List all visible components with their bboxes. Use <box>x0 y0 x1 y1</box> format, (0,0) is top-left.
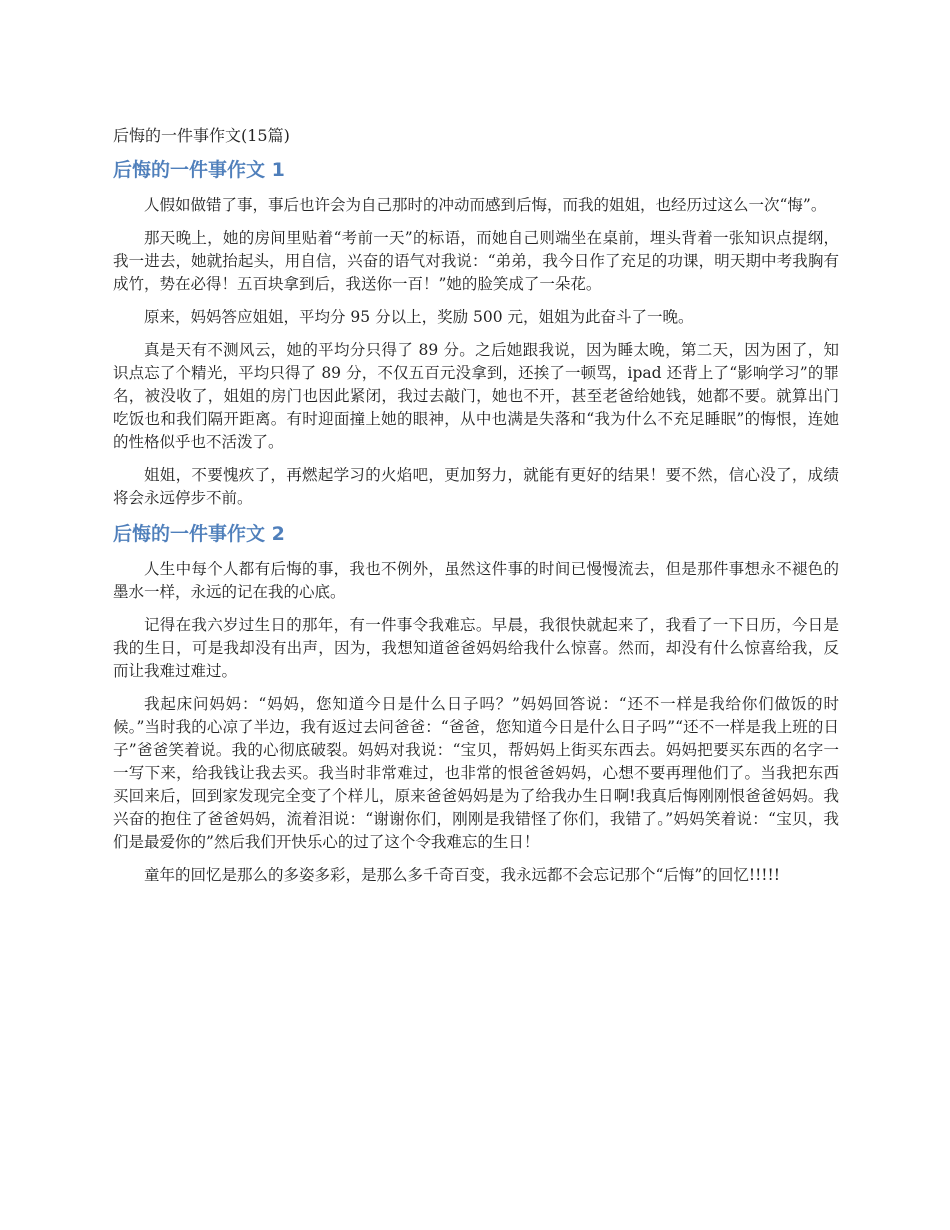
paragraph: 那天晚上，她的房间里贴着“考前一天”的标语，而她自己则端坐在桌前，埋头背着一张知识点提纲，我一进去，她就抬起头，用自信，兴奋的语气对我说：“弟弟，我今日作了充足的功课，明天期中考我胸有成竹，势在必得！五百块拿到后，我送你一百！”她的脸笑成了一朵花。 <box>113 229 839 293</box>
paragraph: 人假如做错了事，事后也许会为自己那时的冲动而感到后悔，而我的姐姐，也经历过这么一次“悔”。 <box>144 196 827 214</box>
paragraph: 原来，妈妈答应姐姐，平均分 95 分以上，奖励 500 元，姐姐为此奋斗了一晚。 <box>144 308 694 326</box>
paragraph: 真是天有不测风云，她的平均分只得了 89 分。之后她跟我说，因为睡太晚，第二天，因为困了，知识点忘了个精光，平均只得了 89 分，不仅五百元没拿到，还挨了一顿骂，ipad 还背上了“影响学习”的罪名，被没收了，姐姐的房门也因此紧闭，我过去敲门，她也不开，甚至老爸给她钱，她都不要。就算出门吃饭也和我们隔开距离。有时迎面撞上她的眼神，从中也满是失落和“我为什么不充足睡眠”的悔恨，连她的性格似乎也不活泼了。 <box>113 341 839 451</box>
essay-section-1 <box>113 156 839 510</box>
section-heading: 后悔的一件事作文 2 <box>113 523 285 545</box>
essay-section-2 <box>113 520 839 887</box>
paragraph: 我起床问妈妈：“妈妈，您知道今日是什么日子吗？”妈妈回答说：“还不一样是我给你们做饭的时候。”当时我的心凉了半边，我有返过去问爸爸：“爸爸，您知道今日是什么日子吗”“还不一样是我上班的日子”爸爸笑着说。我的心彻底破裂。妈妈对我说：“宝贝，帮妈妈上街买东西去。妈妈把要买东西的名字一一写下来，给我钱让我去买。我当时非常难过，也非常的恨爸爸妈妈，心想不要再理他们了。当我把东西买回来后，回到家发现完全变了个样儿，原来爸爸妈妈是为了给我办生日啊!我真后悔刚刚恨爸爸妈妈。我兴奋的抱住了爸爸妈妈，流着泪说：“谢谢你们，刚刚是我错怪了你们，我错了。”妈妈笑着说：“宝贝，我们是最爱你的”然后我们开快乐心的过了这个令我难忘的生日！ <box>113 695 839 851</box>
paragraph: 人生中每个人都有后悔的事，我也不例外，虽然这件事的时间已慢慢流去，但是那件事想永不褪色的墨水一样，永远的记在我的心底。 <box>113 560 839 601</box>
document-body <box>113 124 839 897</box>
document-title: 后悔的一件事作文(15篇) <box>113 126 290 145</box>
paragraph: 记得在我六岁过生日的那年，有一件事令我难忘。早晨，我很快就起来了，我看了一下日历，今日是我的生日，可是我却没有出声，因为，我想知道爸爸妈妈给我什么惊喜。然而，却没有什么惊喜给我，反而让我难过难过。 <box>113 616 839 680</box>
section-heading: 后悔的一件事作文 1 <box>113 159 285 181</box>
paragraph: 姐姐，不要愧疚了，再燃起学习的火焰吧，更加努力，就能有更好的结果！要不然，信心没了，成绩将会永远停步不前。 <box>113 466 839 507</box>
paragraph: 童年的回忆是那么的多姿多彩，是那么多千奇百变，我永远都不会忘记那个“后悔”的回忆!!!!! <box>144 866 780 884</box>
